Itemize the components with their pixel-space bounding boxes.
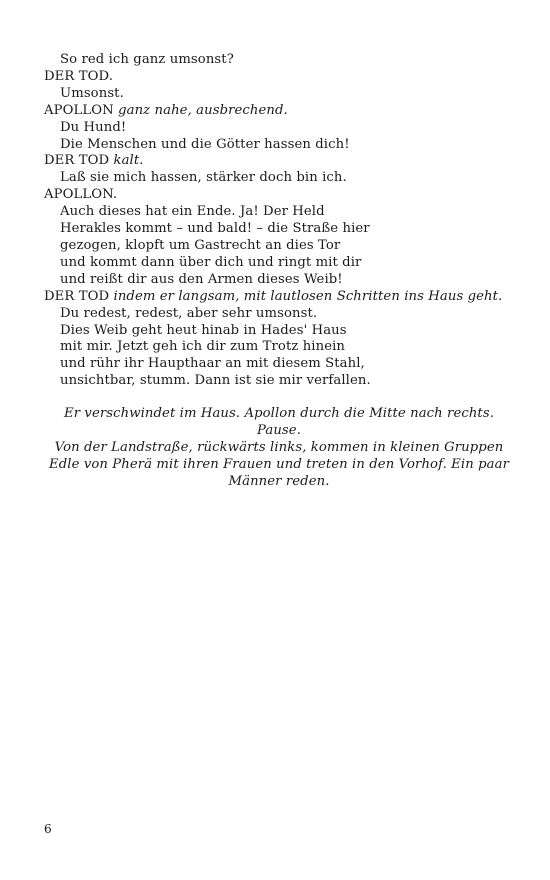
speaker-direction: kalt. [113, 153, 144, 169]
page-number: 6 [44, 822, 52, 836]
verse-line: Du Hund! [60, 119, 127, 135]
verse-line: Die Menschen und die Götter hassen dich! [60, 136, 350, 152]
verse-line: So red ich ganz umsonst? [60, 52, 234, 67]
speaker-name: APOLLON. [44, 187, 118, 203]
speaker-name: APOLLON [44, 102, 114, 118]
verse-line: Laß sie mich hassen, stärker doch bin ich. [60, 170, 347, 186]
speaker-name: DER TOD. [44, 68, 114, 84]
verse-line: und kommt dann über dich und ringt mit dir [60, 254, 362, 270]
verse-line: und rühr ihr Haupthaar an mit diesem Stahl, [60, 356, 365, 372]
speaker-line [44, 103, 514, 120]
speaker-direction: indem er langsam, mit lautlosen Schritten ins Haus geht. [113, 288, 503, 304]
stage-direction: Er verschwindet im Haus. Apollon durch die Mitte nach rechts. [63, 406, 494, 422]
page-text [44, 52, 514, 491]
verse-line: Auch dieses hat ein Ende. Ja! Der Held [60, 204, 325, 220]
stage-direction: Von der Landstraße, rückwärts links, kommen in kleinen Gruppen Edle von Pherä mit ihren Frauen und treten in den Vorhof. Ein paar Männer reden. [49, 439, 509, 489]
stage-direction: Pause. [257, 423, 301, 439]
stage-direction-block [44, 406, 514, 491]
speaker-line [44, 69, 514, 86]
speaker-line [44, 153, 514, 170]
verse-line: Umsonst. [60, 85, 124, 101]
speaker-line [44, 289, 514, 306]
verse-line: Du redest, redest, aber sehr umsonst. [60, 305, 318, 321]
verse-line: und reißt dir aus den Armen dieses Weib! [60, 271, 343, 287]
speaker-line [44, 187, 514, 204]
speaker-direction: ganz nahe, ausbrechend. [118, 102, 288, 118]
verse-line: Herakles kommt – und bald! – die Straße hier [60, 221, 370, 237]
verse-line: Dies Weib geht heut hinab in Hades' Haus [60, 322, 347, 338]
verse-line: mit mir. Jetzt geh ich dir zum Trotz hinein [60, 339, 346, 355]
verse-line: gezogen, klopft um Gastrecht an dies Tor [60, 237, 341, 253]
speaker-name: DER TOD [44, 153, 110, 169]
verse-line: unsichtbar, stumm. Dann ist sie mir verfallen. [60, 373, 371, 389]
dialogue-block [44, 52, 514, 390]
speaker-name: DER TOD [44, 288, 110, 304]
